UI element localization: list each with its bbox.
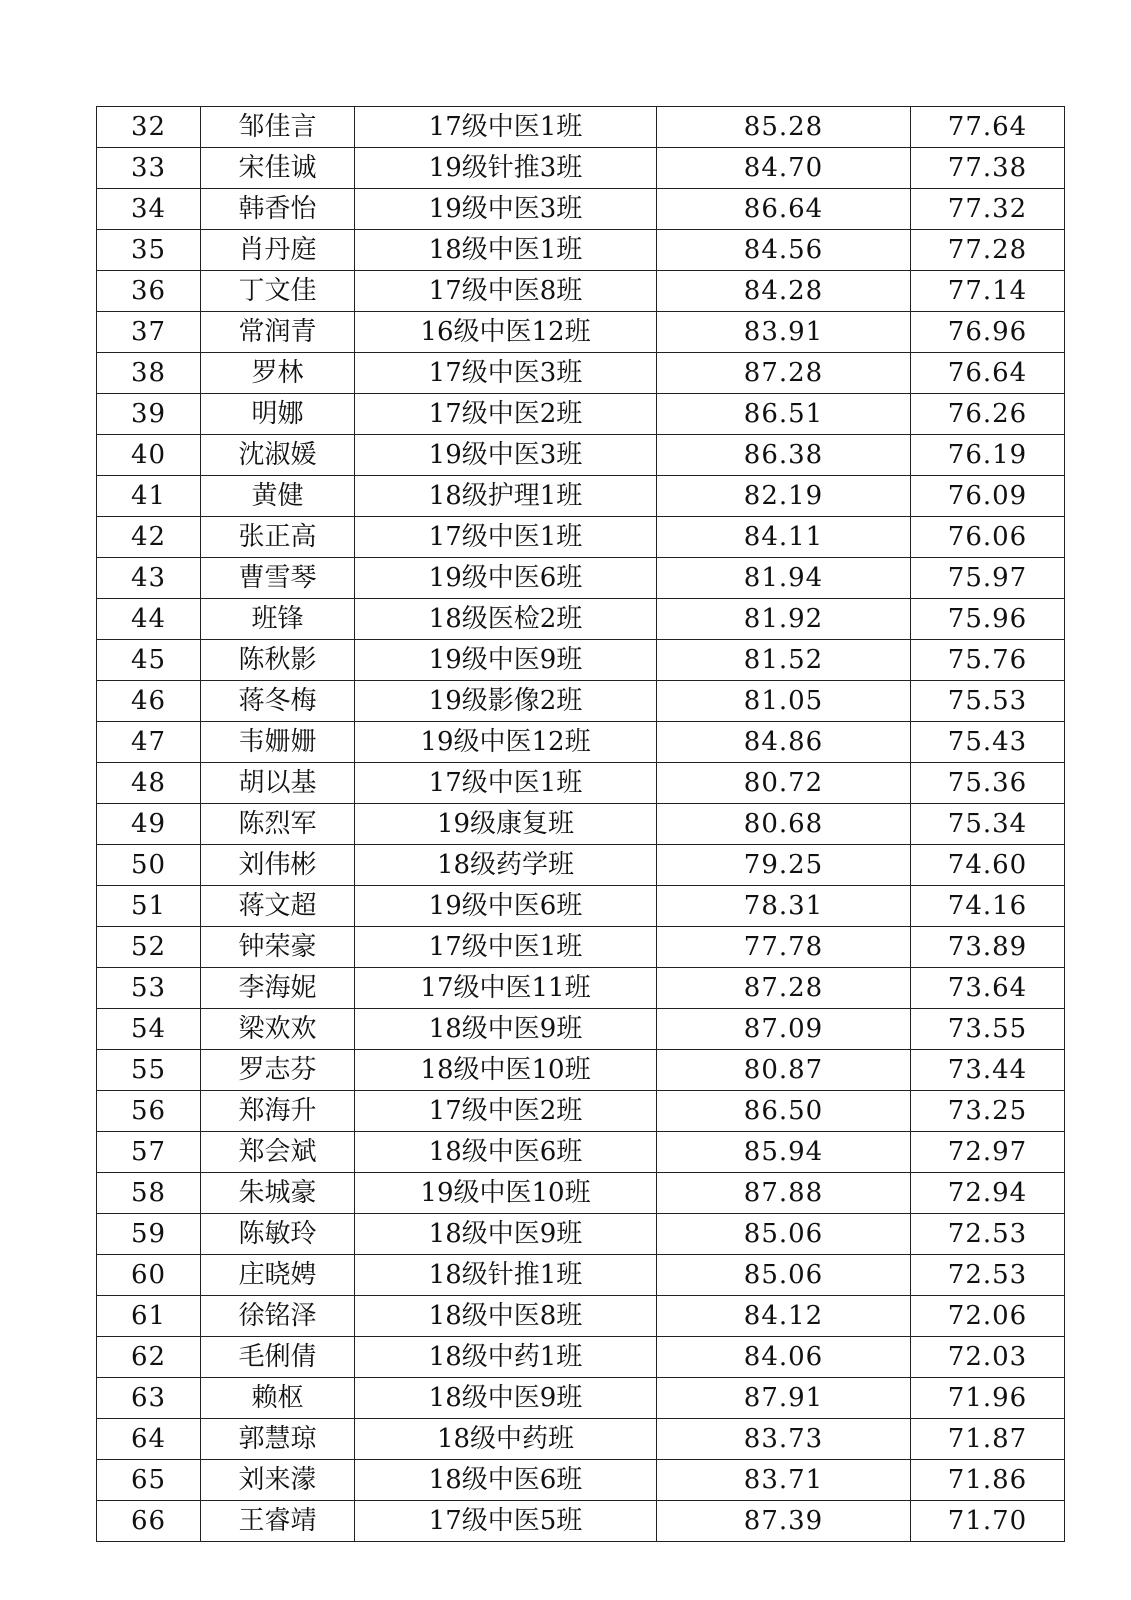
name-cell: 明娜 [201,394,355,435]
score1-cell: 81.52 [657,640,911,681]
rank-cell: 44 [97,599,201,640]
class-cell: 19级中医3班 [355,435,657,476]
name-cell: 毛俐倩 [201,1337,355,1378]
score1-cell: 86.50 [657,1091,911,1132]
class-cell: 17级中医1班 [355,763,657,804]
score2-cell: 72.03 [911,1337,1065,1378]
score1-cell: 83.73 [657,1419,911,1460]
score2-cell: 75.96 [911,599,1065,640]
table-row [97,1296,1065,1337]
score1-cell: 85.94 [657,1132,911,1173]
rank-cell: 40 [97,435,201,476]
name-cell: 徐铭泽 [201,1296,355,1337]
rank-cell: 36 [97,271,201,312]
score2-cell: 77.38 [911,148,1065,189]
table-row [97,927,1065,968]
name-cell: 陈烈军 [201,804,355,845]
score2-cell: 71.87 [911,1419,1065,1460]
score2-cell: 72.97 [911,1132,1065,1173]
name-cell: 钟荣豪 [201,927,355,968]
table-row [97,1378,1065,1419]
class-cell: 18级护理1班 [355,476,657,517]
class-cell: 17级中医2班 [355,1091,657,1132]
score2-cell: 71.86 [911,1460,1065,1501]
name-cell: 刘伟彬 [201,845,355,886]
class-cell: 18级中医1班 [355,230,657,271]
score1-cell: 79.25 [657,845,911,886]
rank-cell: 34 [97,189,201,230]
table-row [97,1460,1065,1501]
rank-cell: 59 [97,1214,201,1255]
table-row [97,804,1065,845]
score2-cell: 77.14 [911,271,1065,312]
rank-cell: 52 [97,927,201,968]
name-cell: 李海妮 [201,968,355,1009]
name-cell: 蒋文超 [201,886,355,927]
table-row [97,312,1065,353]
rank-cell: 39 [97,394,201,435]
score1-cell: 85.06 [657,1255,911,1296]
score2-cell: 75.97 [911,558,1065,599]
class-cell: 17级中医8班 [355,271,657,312]
name-cell: 郑会斌 [201,1132,355,1173]
table-row [97,148,1065,189]
score1-cell: 77.78 [657,927,911,968]
score2-cell: 76.06 [911,517,1065,558]
score1-cell: 84.11 [657,517,911,558]
name-cell: 韩香怡 [201,189,355,230]
class-cell: 18级针推1班 [355,1255,657,1296]
table-row [97,1173,1065,1214]
class-cell: 19级中医6班 [355,886,657,927]
score2-cell: 75.43 [911,722,1065,763]
score2-cell: 71.96 [911,1378,1065,1419]
score2-cell: 71.70 [911,1501,1065,1542]
table-row [97,886,1065,927]
score2-cell: 75.53 [911,681,1065,722]
score1-cell: 80.87 [657,1050,911,1091]
score2-cell: 75.34 [911,804,1065,845]
score2-cell: 77.32 [911,189,1065,230]
rank-cell: 55 [97,1050,201,1091]
name-cell: 沈淑媛 [201,435,355,476]
class-cell: 18级中医9班 [355,1214,657,1255]
score2-cell: 73.89 [911,927,1065,968]
score2-cell: 76.64 [911,353,1065,394]
table-row [97,1132,1065,1173]
name-cell: 张正高 [201,517,355,558]
rank-cell: 60 [97,1255,201,1296]
class-cell: 18级中医6班 [355,1460,657,1501]
table-row [97,599,1065,640]
score1-cell: 83.91 [657,312,911,353]
rank-cell: 56 [97,1091,201,1132]
table-row [97,1337,1065,1378]
rank-cell: 51 [97,886,201,927]
name-cell: 郑海升 [201,1091,355,1132]
class-cell: 18级中药班 [355,1419,657,1460]
rank-cell: 48 [97,763,201,804]
name-cell: 刘来濛 [201,1460,355,1501]
class-cell: 19级针推3班 [355,148,657,189]
class-cell: 17级中医2班 [355,394,657,435]
name-cell: 常润青 [201,312,355,353]
name-cell: 朱城豪 [201,1173,355,1214]
rank-cell: 41 [97,476,201,517]
rank-cell: 47 [97,722,201,763]
score2-cell: 72.06 [911,1296,1065,1337]
table-row [97,107,1065,148]
name-cell: 班锋 [201,599,355,640]
rank-cell: 46 [97,681,201,722]
table-row [97,968,1065,1009]
name-cell: 宋佳诚 [201,148,355,189]
class-cell: 17级中医5班 [355,1501,657,1542]
table-row [97,1050,1065,1091]
class-cell: 19级中医3班 [355,189,657,230]
class-cell: 18级中药1班 [355,1337,657,1378]
table-row [97,189,1065,230]
table-row [97,394,1065,435]
score1-cell: 87.39 [657,1501,911,1542]
class-cell: 18级药学班 [355,845,657,886]
rank-cell: 65 [97,1460,201,1501]
rank-cell: 43 [97,558,201,599]
score2-cell: 76.09 [911,476,1065,517]
score1-cell: 84.12 [657,1296,911,1337]
name-cell: 赖枢 [201,1378,355,1419]
score2-cell: 72.53 [911,1214,1065,1255]
score1-cell: 85.06 [657,1214,911,1255]
name-cell: 郭慧琼 [201,1419,355,1460]
table-row [97,1214,1065,1255]
score1-cell: 82.19 [657,476,911,517]
class-cell: 17级中医3班 [355,353,657,394]
score-table [96,106,1065,1542]
name-cell: 罗志芬 [201,1050,355,1091]
score1-cell: 87.28 [657,968,911,1009]
table-row [97,230,1065,271]
rank-cell: 57 [97,1132,201,1173]
score2-cell: 76.19 [911,435,1065,476]
score1-cell: 87.91 [657,1378,911,1419]
table-row [97,558,1065,599]
score1-cell: 86.38 [657,435,911,476]
name-cell: 庄晓娉 [201,1255,355,1296]
score1-cell: 84.28 [657,271,911,312]
rank-cell: 64 [97,1419,201,1460]
table-row [97,1501,1065,1542]
score1-cell: 84.56 [657,230,911,271]
table-row [97,681,1065,722]
score1-cell: 84.70 [657,148,911,189]
score1-cell: 87.09 [657,1009,911,1050]
class-cell: 19级影像2班 [355,681,657,722]
name-cell: 肖丹庭 [201,230,355,271]
rank-cell: 32 [97,107,201,148]
name-cell: 韦姗姗 [201,722,355,763]
name-cell: 曹雪琴 [201,558,355,599]
score2-cell: 76.26 [911,394,1065,435]
score1-cell: 85.28 [657,107,911,148]
score2-cell: 77.64 [911,107,1065,148]
rank-cell: 33 [97,148,201,189]
score1-cell: 86.51 [657,394,911,435]
class-cell: 19级中医6班 [355,558,657,599]
score2-cell: 75.36 [911,763,1065,804]
score2-cell: 73.25 [911,1091,1065,1132]
score1-cell: 81.92 [657,599,911,640]
score1-cell: 81.05 [657,681,911,722]
table-row [97,476,1065,517]
class-cell: 18级中医10班 [355,1050,657,1091]
table-row [97,435,1065,476]
name-cell: 罗林 [201,353,355,394]
rank-cell: 66 [97,1501,201,1542]
rank-cell: 37 [97,312,201,353]
name-cell: 梁欢欢 [201,1009,355,1050]
table-row [97,1091,1065,1132]
score2-cell: 73.44 [911,1050,1065,1091]
table-row [97,1419,1065,1460]
score2-cell: 74.16 [911,886,1065,927]
score2-cell: 76.96 [911,312,1065,353]
score1-cell: 80.68 [657,804,911,845]
score2-cell: 77.28 [911,230,1065,271]
rank-cell: 58 [97,1173,201,1214]
score2-cell: 73.55 [911,1009,1065,1050]
class-cell: 17级中医11班 [355,968,657,1009]
name-cell: 胡以基 [201,763,355,804]
rank-cell: 61 [97,1296,201,1337]
score1-cell: 80.72 [657,763,911,804]
class-cell: 19级中医10班 [355,1173,657,1214]
score-table-body [97,107,1065,1542]
rank-cell: 38 [97,353,201,394]
score2-cell: 75.76 [911,640,1065,681]
table-row [97,640,1065,681]
score2-cell: 73.64 [911,968,1065,1009]
class-cell: 16级中医12班 [355,312,657,353]
class-cell: 17级中医1班 [355,107,657,148]
score1-cell: 78.31 [657,886,911,927]
class-cell: 18级中医6班 [355,1132,657,1173]
name-cell: 丁文佳 [201,271,355,312]
table-row [97,353,1065,394]
class-cell: 17级中医1班 [355,517,657,558]
name-cell: 蒋冬梅 [201,681,355,722]
score1-cell: 87.28 [657,353,911,394]
rank-cell: 63 [97,1378,201,1419]
table-row [97,271,1065,312]
class-cell: 18级中医9班 [355,1378,657,1419]
score1-cell: 81.94 [657,558,911,599]
class-cell: 19级康复班 [355,804,657,845]
class-cell: 19级中医12班 [355,722,657,763]
name-cell: 陈秋影 [201,640,355,681]
score1-cell: 84.86 [657,722,911,763]
rank-cell: 53 [97,968,201,1009]
table-row [97,845,1065,886]
table-row [97,517,1065,558]
class-cell: 18级医检2班 [355,599,657,640]
name-cell: 陈敏玲 [201,1214,355,1255]
rank-cell: 35 [97,230,201,271]
class-cell: 19级中医9班 [355,640,657,681]
name-cell: 王睿靖 [201,1501,355,1542]
score2-cell: 72.53 [911,1255,1065,1296]
class-cell: 17级中医1班 [355,927,657,968]
score1-cell: 83.71 [657,1460,911,1501]
class-cell: 18级中医8班 [355,1296,657,1337]
name-cell: 黄健 [201,476,355,517]
class-cell: 18级中医9班 [355,1009,657,1050]
name-cell: 邹佳言 [201,107,355,148]
score1-cell: 87.88 [657,1173,911,1214]
table-row [97,1255,1065,1296]
score2-cell: 72.94 [911,1173,1065,1214]
rank-cell: 42 [97,517,201,558]
rank-cell: 45 [97,640,201,681]
score2-cell: 74.60 [911,845,1065,886]
rank-cell: 50 [97,845,201,886]
table-row [97,722,1065,763]
score1-cell: 86.64 [657,189,911,230]
rank-cell: 49 [97,804,201,845]
table-row [97,763,1065,804]
table-row [97,1009,1065,1050]
rank-cell: 62 [97,1337,201,1378]
rank-cell: 54 [97,1009,201,1050]
score1-cell: 84.06 [657,1337,911,1378]
